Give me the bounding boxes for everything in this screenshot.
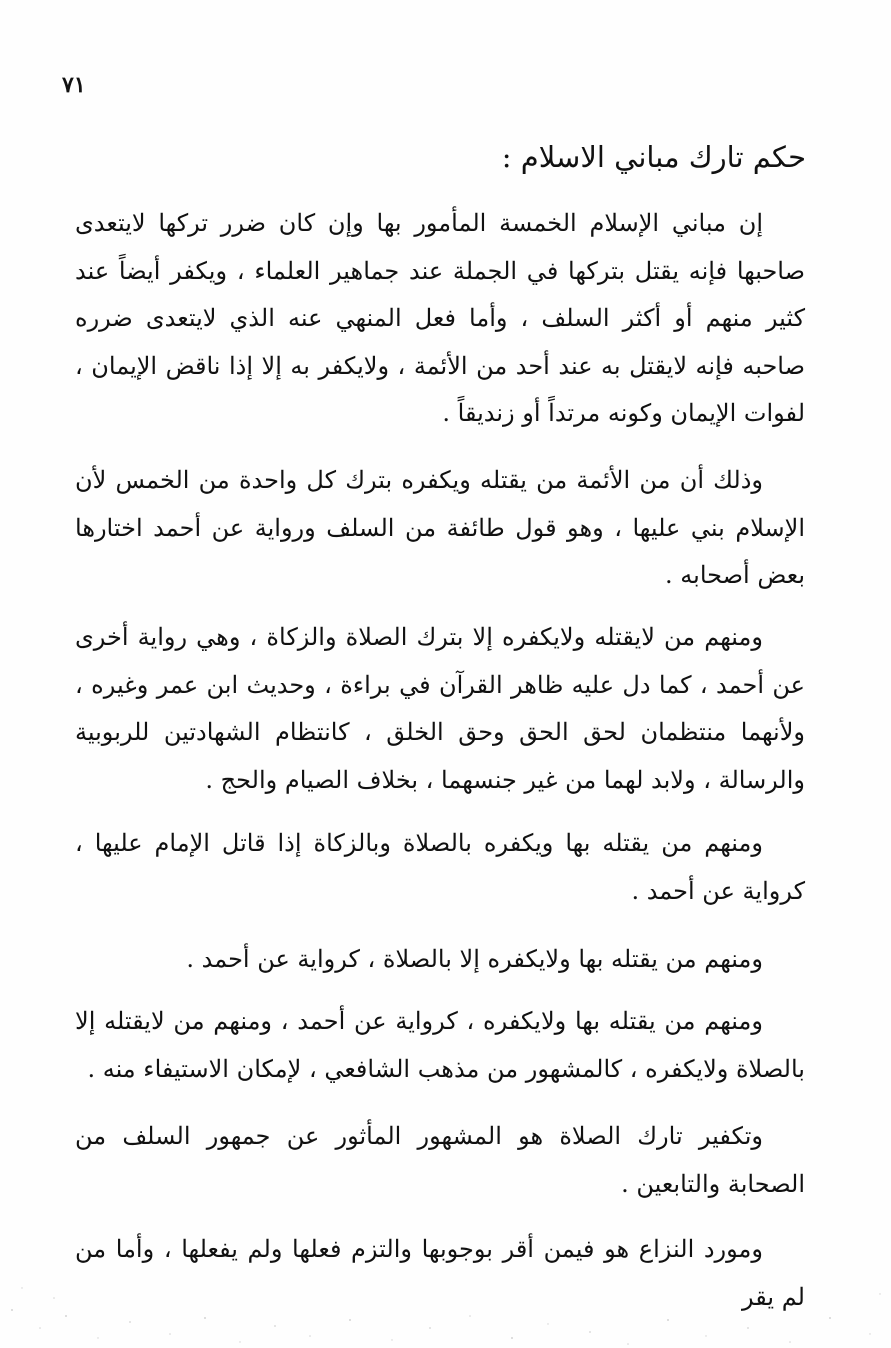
paragraph-text: ومنهم من يقتله بها ولايكفره إلا بالصلاة ، كرواية عن أحمد .: [186, 945, 763, 973]
paragraph: [75, 457, 805, 600]
paragraph-text: ومنهم من لايقتله ولايكفره إلا بترك الصلاة والزكاة ، وهي رواية أخرى عن أحمد ، كما دل عليه ظاهر القرآن في براءة ، وحديث ابن عمر وغيره ، ولأنهما منتظمان لحق الحق وحق الخلق ، كانتظام الشهادتين للربوبية والرسالة ، ولابد لهما من غير جنسهما ، بخلاف الصيام والحج .: [75, 623, 805, 794]
paragraph-text: ومنهم من يقتله بها ولايكفره ، كرواية عن أحمد ، ومنهم من لايقتله إلا بالصلاة ولايكفره ، كالمشهور من مذهب الشافعي ، لإمكان الاستيفاء منه .: [75, 1007, 805, 1083]
page-number: ٧١: [62, 72, 86, 98]
paragraph: [75, 1113, 805, 1208]
paragraph-text: ومورد النزاع هو فيمن أقر بوجوبها والتزم فعلها ولم يفعلها ، وأما من لم يقر: [75, 1235, 805, 1311]
paragraph-text: إن مباني الإسلام الخمسة المأمور بها وإن كان ضرر تركها لايتعدى صاحبها فإنه يقتل بتركها في الجملة عند جماهير العلماء ، ويكفر أيضاً عند كثير منهم أو أكثر السلف ، وأما فعل المنهي عنه الذي لايتعدى ضرره صاحبه فإنه لايقتل به عند أحد من الأئمة ، ولايكفر به إلا إذا ناقض الإيمان ، لفوات الإيمان وكونه مرتداً أو زنديقاً .: [75, 209, 805, 427]
paragraph: [75, 820, 805, 915]
paragraph: [75, 614, 805, 804]
paragraph: [75, 936, 805, 984]
section-heading: حكم تارك مباني الاسلام :: [501, 140, 806, 174]
paragraph: [75, 200, 805, 438]
paragraph-text: ومنهم من يقتله بها ويكفره بالصلاة وبالزكاة إذا قاتل الإمام عليها ، كرواية عن أحمد .: [75, 829, 805, 905]
paragraph: [75, 998, 805, 1093]
paragraph: [75, 1226, 805, 1321]
paragraph-text: وذلك أن من الأئمة من يقتله ويكفره بترك كل واحدة من الخمس لأن الإسلام بني عليها ، وهو قول طائفة من السلف ورواية عن أحمد اختارها بعض أصحابه .: [75, 466, 805, 589]
paragraph-text: وتكفير تارك الصلاة هو المشهور المأثور عن جمهور السلف من الصحابة والتابعين .: [75, 1122, 805, 1198]
